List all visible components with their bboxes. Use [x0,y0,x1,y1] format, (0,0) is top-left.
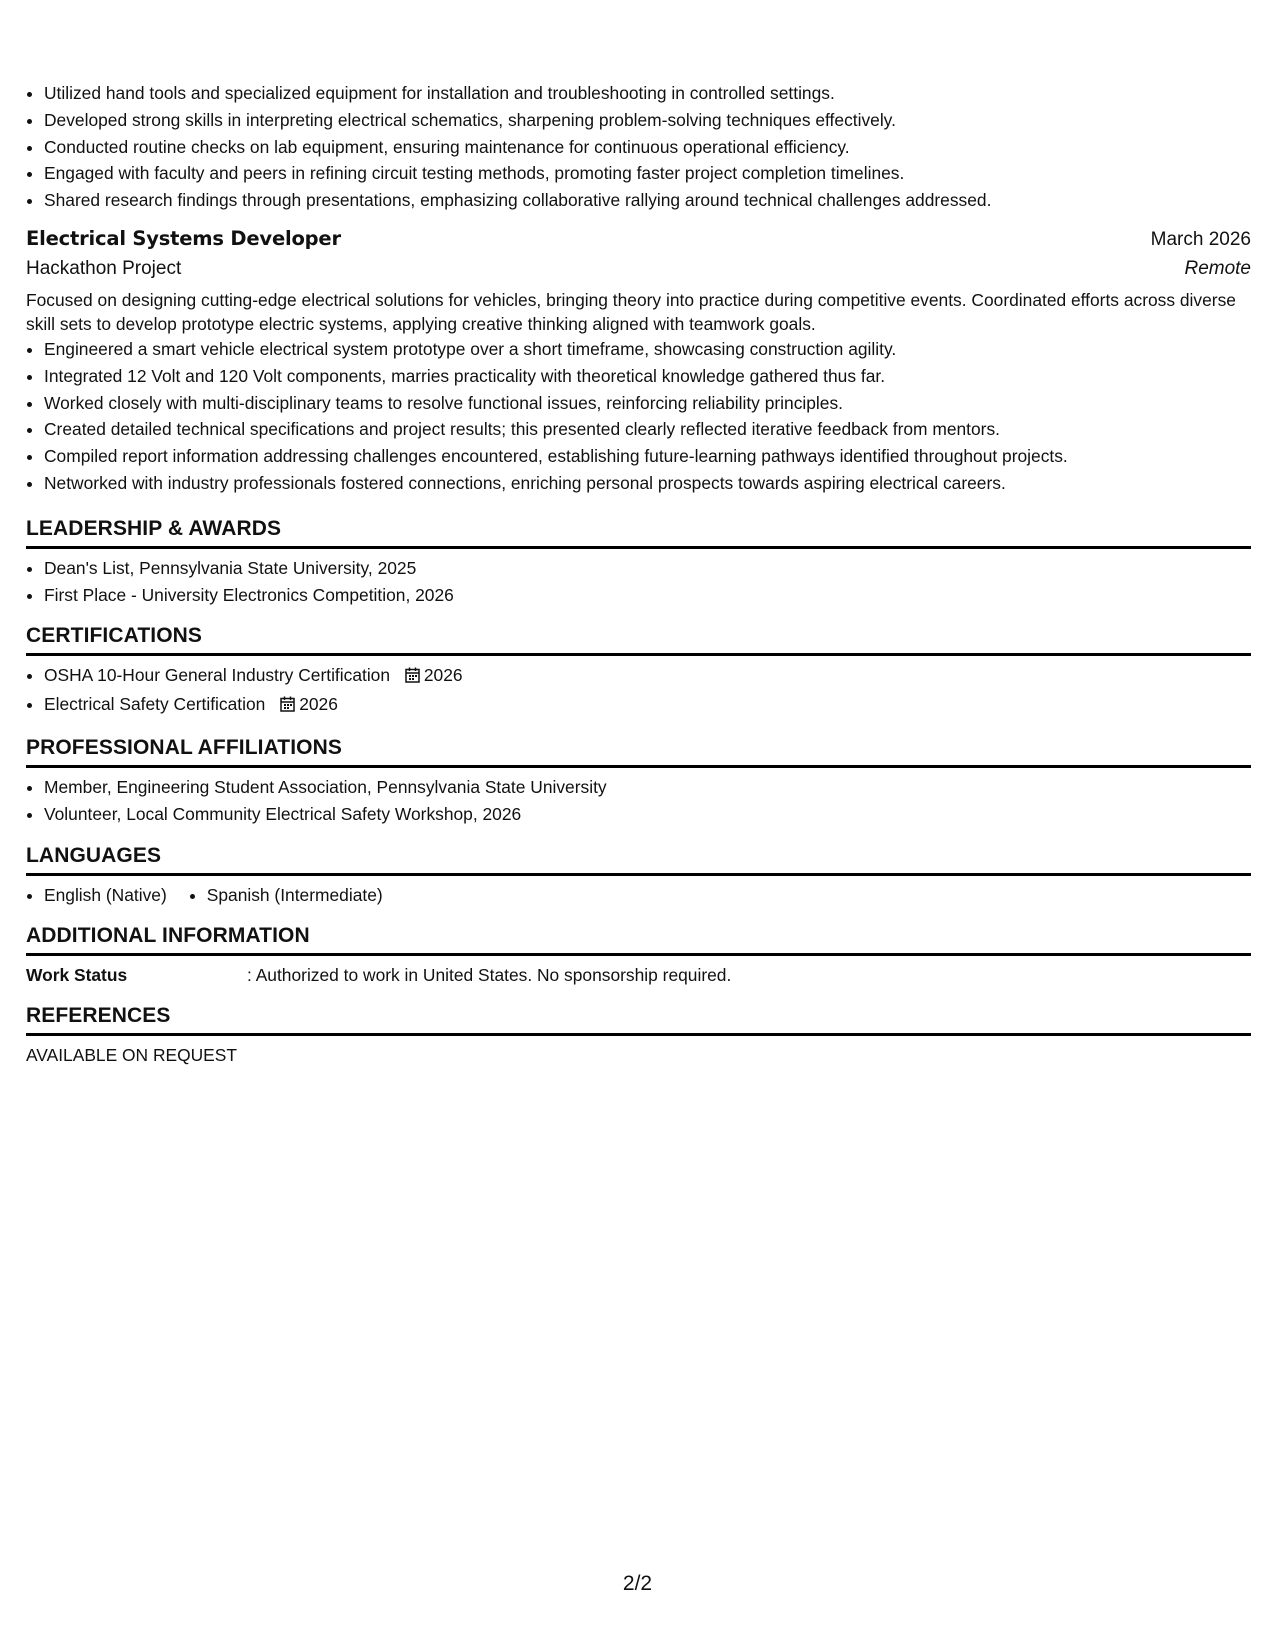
certification-item [44,691,1251,720]
list-item: • Networked with industry professionals fostered connections, enriching personal prospects towards aspiring electrical careers. [44,470,1251,497]
job-company: Hackathon Project [26,257,182,279]
section-title: LEADERSHIP & AWARDS [26,517,1251,549]
languages-section [26,844,1251,909]
language-item: • English (Native) [44,882,167,909]
list-item: • Utilized hand tools and specialized equipment for installation and troubleshooting in controlled settings. [44,80,1251,107]
page-number: 2/2 [622,1572,653,1595]
certification-name: OSHA 10-Hour General Industry Certification [44,665,391,686]
work-status-label: Work Status [26,965,128,986]
list-item: • Member, Engineering Student Association, Pennsylvania State University [44,774,1251,801]
list-item: • Engaged with faculty and peers in refining circuit testing methods, promoting faster project completion timelines. [44,160,1251,187]
job-summary: Focused on designing cutting-edge electrical solutions for vehicles, bringing theory into practice during competitive events. Coordinated efforts across diverse skill sets to develop prototype electric systems, applying creative thinking aligned with teamwork goals. [26,289,1236,334]
job-entry [26,214,1251,497]
affiliations-section [26,736,1251,828]
previous-role-bullets [26,80,1251,214]
certifications-section [26,624,1251,720]
section-title: PROFESSIONAL AFFILIATIONS [26,736,1251,768]
references-section [26,1004,1251,1068]
leadership-section [26,517,1251,609]
section-title: LANGUAGES [26,844,1251,876]
list-item: • Dean's List, Pennsylvania State University, 2025 [44,555,1251,582]
additional-info-section [26,924,1251,988]
list-item: • Worked closely with multi-disciplinary teams to resolve functional issues, reinforcing reliability principles. [44,390,1251,417]
work-status-value: : Authorized to work in United States. No sponsorship required. [247,965,732,986]
list-item: • Compiled report information addressing challenges encountered, establishing future-learning pathways identified throughout projects. [44,443,1251,470]
list-item: • Conducted routine checks on lab equipment, ensuring maintenance for continuous operational efficiency. [44,134,1251,161]
job-location: Remote [1184,257,1251,279]
certification-item [44,662,1251,691]
certification-year: 2026 [423,665,463,686]
calendar-icon [280,693,295,720]
list-item: • Developed strong skills in interpreting electrical schematics, sharpening problem-solving techniques effectively. [44,107,1251,134]
section-title: ADDITIONAL INFORMATION [26,924,1251,956]
certification-year: 2026 [299,694,338,715]
list-item: • First Place - University Electronics Competition, 2026 [44,582,1251,609]
list-item: • Integrated 12 Volt and 120 Volt components, marries practicality with theoretical knowledge gathered thus far. [44,363,1251,390]
list-item: • Created detailed technical specifications and project results; this presented clearly reflected iterative feedback from mentors. [44,416,1251,443]
resume-page [26,80,1251,1068]
job-date: March 2026 [1150,228,1251,250]
section-title: CERTIFICATIONS [26,624,1251,656]
section-title: REFERENCES [26,1004,1251,1036]
list-item: • Engineered a smart vehicle electrical system prototype over a short timeframe, showcasing construction agility. [44,336,1251,363]
list-item: • Shared research findings through presentations, emphasizing collaborative rallying around technical challenges addressed. [44,187,1251,214]
calendar-icon [405,664,420,691]
references-text: AVAILABLE ON REQUEST [26,1045,238,1066]
certification-name: Electrical Safety Certification [44,694,266,715]
list-item: • Volunteer, Local Community Electrical Safety Workshop, 2026 [44,801,1251,828]
job-title: Electrical Systems Developer [26,226,341,250]
language-item: • Spanish (Intermediate) [207,882,383,909]
job-bullets [26,336,1251,497]
